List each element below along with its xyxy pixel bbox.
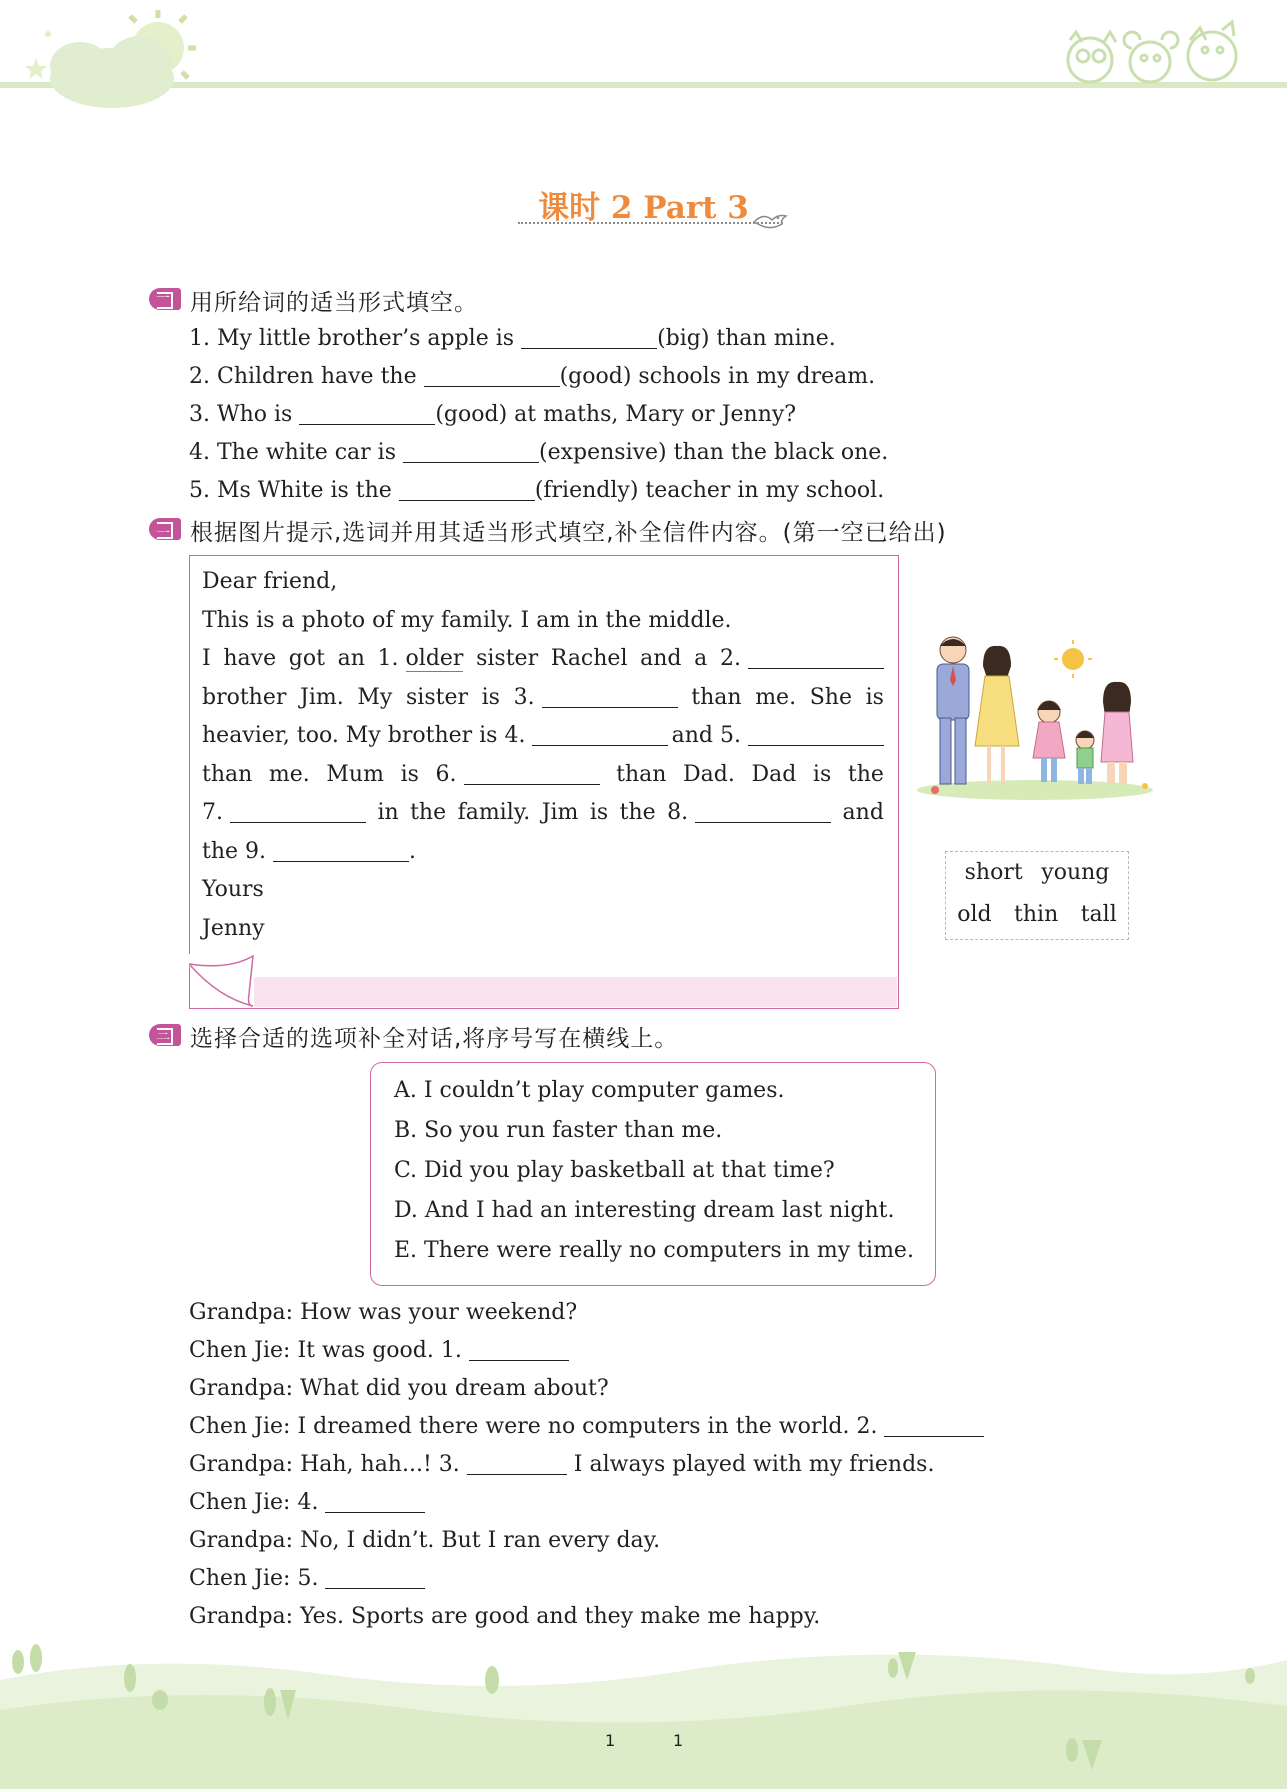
page-number: 1 (605, 1731, 616, 1750)
animal-faces-icon (1068, 22, 1236, 82)
answer-blank[interactable] (542, 685, 678, 708)
cloud-icon (50, 36, 174, 108)
sun-icon (1054, 640, 1092, 678)
dialog-line: Chen Jie: 4. (189, 1490, 425, 1515)
word-option: short (964, 860, 1023, 885)
letter-greeting: Dear friend, (202, 569, 338, 594)
answer-blank[interactable] (521, 326, 657, 349)
dialog-line: Chen Jie: I dreamed there were no computers in the world. 2. (189, 1414, 984, 1439)
letter-line: brother Jim. My sister is 3. than me. She is (202, 684, 884, 710)
page-title: 课时 2 Part 3 (538, 190, 749, 226)
letter-signature: Jenny (202, 915, 265, 941)
letter-bottom-strip (254, 977, 897, 1007)
page-number: 1 (673, 1731, 684, 1750)
example-answer: older (405, 646, 464, 671)
letter-content (202, 563, 892, 948)
footer-landscape (0, 1620, 1287, 1789)
answer-blank[interactable] (884, 1414, 984, 1437)
section-3-heading: 选择合适的选项补全对话,将序号写在横线上。 (190, 1026, 679, 1052)
answer-blank[interactable] (424, 364, 560, 387)
dialog-line: Grandpa: Yes. Sports are good and they make me happy. (189, 1604, 821, 1629)
answer-blank[interactable] (695, 800, 831, 823)
family-illustration (915, 630, 1160, 802)
word-option: thin (1014, 902, 1059, 927)
letter-line: 7. in the family. Jim is the 8. and (202, 800, 884, 825)
answer-blank[interactable] (469, 1338, 569, 1361)
letter-closing: Yours (202, 877, 264, 902)
answer-blank[interactable] (399, 478, 535, 501)
option-item: D. And I had an interesting dream last night. (394, 1198, 895, 1223)
exercise-1-item: 3. Who is (good) at maths, Mary or Jenny? (189, 402, 797, 427)
option-item: B. So you run faster than me. (394, 1118, 723, 1143)
section-1-badge: 一 (149, 288, 181, 310)
word-option: old (957, 902, 992, 927)
option-item: C. Did you play basketball at that time? (394, 1158, 835, 1183)
dialog-line: Grandpa: What did you dream about? (189, 1376, 609, 1401)
exercise-1-item: 5. Ms White is the (friendly) teacher in my school. (189, 478, 885, 503)
exercise-1-item: 1. My little brother’s apple is (big) than mine. (189, 326, 836, 351)
dialog-line: Chen Jie: It was good. 1. (189, 1338, 569, 1363)
letter-line: the 9. . (202, 838, 417, 864)
letter-line: heavier, too. My brother is 4. and 5. (202, 717, 884, 756)
answer-blank[interactable] (230, 800, 366, 823)
dialog-line: Grandpa: How was your weekend? (189, 1300, 578, 1325)
section-2-badge: 二 (149, 518, 181, 540)
page-fold-icon (189, 954, 255, 1008)
answer-blank[interactable] (403, 440, 539, 463)
section-3-badge: 三 (149, 1024, 181, 1046)
star-icon (25, 31, 51, 79)
answer-blank[interactable] (464, 762, 600, 785)
answer-blank[interactable] (273, 839, 409, 862)
word-bank (945, 851, 1129, 940)
section-1-heading: 用所给词的适当形式填空。 (190, 290, 478, 316)
dialog-line: Grandpa: No, I didn’t. But I ran every day. (189, 1528, 661, 1553)
answer-blank[interactable] (748, 723, 884, 746)
letter-line: I have got an 1. older sister Rachel and a 2. (202, 640, 884, 679)
bird-icon (752, 208, 788, 232)
word-option: young (1041, 860, 1110, 885)
answer-blank[interactable] (325, 1490, 425, 1513)
option-item: A. I couldn’t play computer games. (394, 1078, 785, 1103)
answer-blank[interactable] (325, 1566, 425, 1589)
dialog-line: Chen Jie: 5. (189, 1566, 425, 1591)
dialog-line: Grandpa: Hah, hah...! 3. I always played with my friends. (189, 1452, 935, 1477)
section-2-heading: 根据图片提示,选词并用其适当形式填空,补全信件内容。(第一空已给出) (190, 520, 947, 546)
title-underline (518, 222, 783, 224)
option-item: E. There were really no computers in my time. (394, 1238, 914, 1263)
letter-line: This is a photo of my family. I am in the middle. (202, 607, 732, 633)
header-decoration (0, 0, 1287, 120)
answer-blank[interactable] (748, 646, 884, 669)
exercise-1-item: 2. Children have the (good) schools in my dream. (189, 364, 876, 389)
word-option: tall (1080, 902, 1117, 927)
letter-line: than me. Mum is 6. than Dad. Dad is the (202, 761, 884, 787)
answer-blank[interactable] (299, 402, 435, 425)
exercise-1-item: 4. The white car is (expensive) than the black one. (189, 440, 889, 465)
answer-blank[interactable] (467, 1452, 567, 1475)
answer-blank[interactable] (532, 723, 668, 746)
